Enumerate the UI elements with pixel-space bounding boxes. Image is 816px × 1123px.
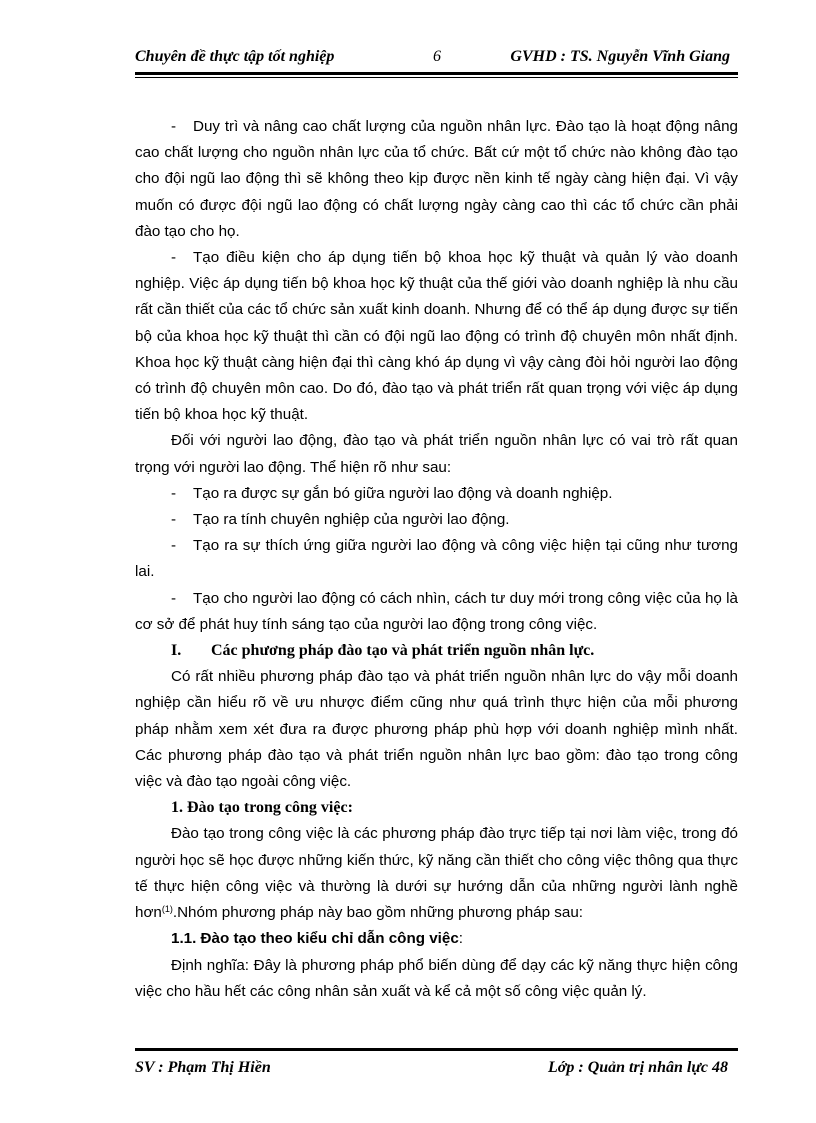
- header-supervisor: GVHD : TS. Nguyễn Vĩnh Giang: [510, 48, 730, 65]
- paragraph: [135, 821, 738, 926]
- paragraph-text: Tạo điều kiện cho áp dụng tiến bộ khoa học kỹ thuật và quản lý vào doanh nghiệp. Việc áp dụng tiến bộ khoa học kỹ thuật của thế giới vào doanh nghiệp là nhu cầu rất cần thiết của các tổ chức sản xuất kinh doanh. Nhưng để có thể áp dụng được sự tiến bộ của khoa học kỹ thuật thì cần có đội ngũ lao động có trình độ chuyên môn nhất định. Khoa học kỹ thuật càng hiện đại thì càng khó áp dụng vì vậy càng đòi hỏi người lao động có trình độ chuyên môn cao. Do đó, đào tạo và phát triển rất quan trọng với việc áp dụng tiến bộ khoa học kỹ thuật.: [135, 249, 738, 424]
- bullet-dash: -: [171, 589, 177, 607]
- page-body: [135, 114, 738, 1005]
- paragraph-bullet: [135, 114, 738, 245]
- paragraph: Định nghĩa: Đây là phương pháp phổ biến dùng để dạy các kỹ năng thực hiện công việc cho hầu hết các công nhân sản xuất và kể cả một số công việc quản lý.: [135, 956, 738, 1000]
- bullet-dash: -: [171, 249, 177, 267]
- bullet-dash: -: [171, 537, 177, 555]
- section-heading: [135, 638, 738, 664]
- page-number: 6: [433, 48, 441, 65]
- subsection-heading: 1. Đào tạo trong công việc:: [171, 799, 353, 817]
- bullet-dash: -: [171, 118, 177, 135]
- subsubsection-title: 1.1. Đào tạo theo kiểu chỉ dẫn công việc: [171, 930, 459, 948]
- list-item: [135, 507, 738, 533]
- footer-class: Lớp : Quản trị nhân lực 48: [548, 1059, 728, 1076]
- list-item-text: Tạo ra được sự gắn bó giữa người lao động và doanh nghiệp.: [193, 484, 613, 502]
- heading-colon: :: [458, 930, 464, 948]
- footer-student: SV : Phạm Thị Hiền: [135, 1059, 271, 1076]
- list-item-text: Tạo ra tính chuyên nghiệp của người lao động.: [193, 511, 510, 529]
- paragraph-text: .Nhóm phương pháp này bao gồm những phương pháp sau:: [172, 904, 583, 922]
- bullet-dash: -: [171, 484, 177, 502]
- list-item-text: Tạo cho người lao động có cách nhìn, cách tư duy mới trong công việc của họ là cơ sở để phát huy tính sáng tạo của người lao động trong công việc.: [135, 589, 738, 633]
- list-item: [135, 586, 738, 638]
- paragraph-text: Duy trì và nâng cao chất lượng của nguồn nhân lực. Đào tạo là hoạt động nâng cao chất lượng cho nguồn nhân lực của tổ chức. Bất cứ một tổ chức nào không đào tạo cho đội ngũ lao động thì sẽ không theo kịp được nền kinh tế ngày càng hiện đại. Vì vậy muốn có được đội ngũ lao động có chất lượng ngày càng cao thì các tổ chức cần phải đào tạo cho họ.: [135, 118, 738, 240]
- header-report-title: Chuyên đề thực tập tốt nghiệp: [135, 48, 335, 65]
- subsubsection-heading: [135, 926, 738, 952]
- bullet-dash: -: [171, 511, 177, 529]
- page-header: [135, 48, 738, 75]
- paragraph: Có rất nhiều phương pháp đào tạo và phát triển nguồn nhân lực do vậy mỗi doanh nghiệp cần hiểu rõ về ưu nhược điểm cũng như quá trình thực hiện của mỗi phương pháp nhằm xem xét đưa ra được phương pháp phù hợp với doanh nghiệp mình nhất. Các phương pháp đào tạo và phát triển nguồn nhân lực bao gồm: đào tạo trong công việc và đào tạo ngoài công việc.: [135, 668, 738, 791]
- footnote-ref[interactable]: (1): [161, 904, 173, 915]
- section-number: I.: [171, 642, 182, 660]
- section-title: Các phương pháp đào tạo và phát triển nguồn nhân lực.: [211, 642, 595, 660]
- list-item-text: Tạo ra sự thích ứng giữa người lao động và công việc hiện tại cũng như tương lai.: [135, 537, 738, 581]
- paragraph: Đối với người lao động, đào tạo và phát triển nguồn nhân lực có vai trò rất quan trọng với người lao động. Thể hiện rõ như sau:: [135, 432, 738, 476]
- list-item: [135, 533, 738, 585]
- list-item: [135, 481, 738, 507]
- paragraph-bullet: [135, 245, 738, 428]
- page-footer: [135, 1048, 738, 1081]
- paragraph-text: Đào tạo trong công việc là các phương pháp đào trực tiếp tại nơi làm việc, trong đó người học sẽ học được những kiến thức, kỹ năng cần thiết cho công việc thông qua thực tế thực hiện công việc và thường là dưới sự hướng dẫn của những người lành nghề hơn: [135, 825, 738, 922]
